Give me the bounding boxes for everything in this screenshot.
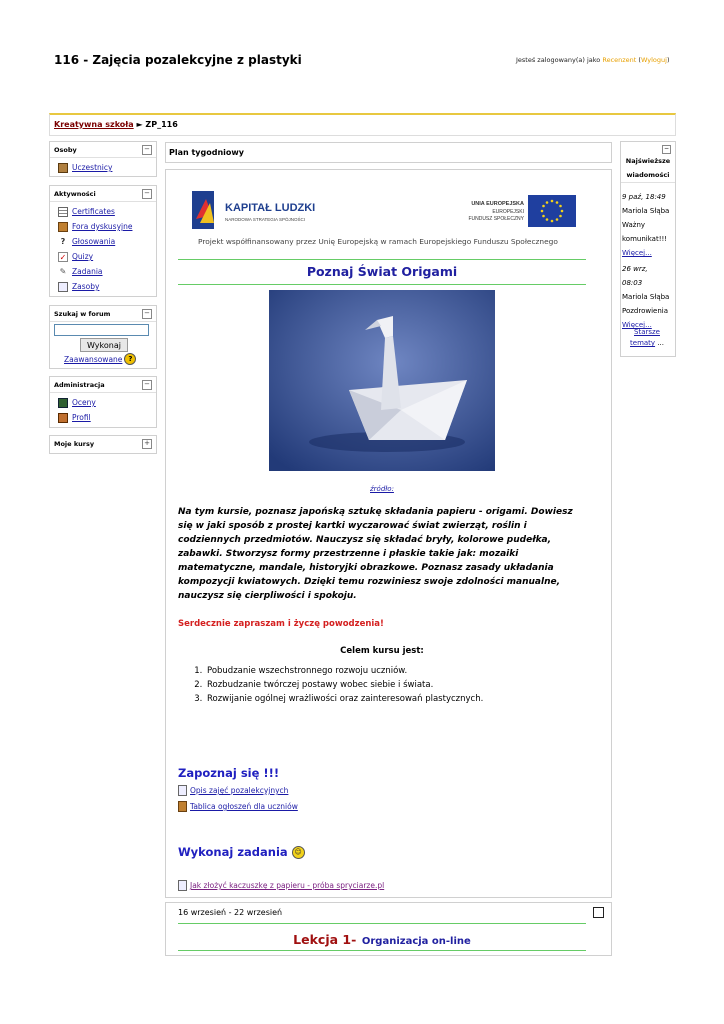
login-prefix: Jesteś zalogowany(a) jako [516,56,601,64]
news-item [622,190,674,260]
week-dates: 16 wrzesień - 22 wrzesień [178,908,283,917]
login-info: Jesteś zalogowany(a) jako Recenzent (Wyloguj) [516,56,670,64]
my-courses-block [49,435,157,454]
admin-item-grades[interactable] [58,395,156,410]
site-title: 116 - Zajęcia pozalekcyjne z plastyki [54,53,302,67]
admin-block [49,376,157,428]
latest-news-title-line1: Najświeższe [625,157,671,165]
breadcrumb [49,113,676,136]
collapse-icon[interactable]: − [142,380,152,390]
forum-search-input[interactable] [54,324,149,336]
news-author: Mariola Słąba [622,293,670,301]
people-block [49,141,157,177]
news-text: Pozdrowienia [622,307,669,315]
admin-block-header [50,377,156,393]
resources-link[interactable]: Zasoby [72,282,100,291]
lesson-title-part2: Organizacja on-line [361,936,471,947]
older-topics-link[interactable]: Starsze [634,328,660,336]
activities-block [49,185,157,297]
course-heading: Poznaj Świat Origami [306,264,458,279]
goals-title: Celem kursu jest: [340,646,424,656]
assignment-icon: ✎ [59,266,67,276]
news-date: 26 wrz, [622,265,648,273]
forum-search-button[interactable]: Wykonaj [80,338,128,352]
forums-link[interactable]: Fora dyskusyjne [72,222,133,231]
activity-item-assignments[interactable] [58,264,156,279]
lesson-title [178,929,586,948]
quizzes-link[interactable]: Quizy [72,252,94,261]
advanced-search-link[interactable]: Zaawansowane [64,354,123,364]
divider [621,182,675,183]
section-title-tasks-text: Wykonaj zadania [178,845,288,859]
left-logo-subtext: NARODOWA STRATEGIA SPÓJNOŚCI [225,217,306,222]
participants-link[interactable]: Uczestnicy [72,163,113,172]
logout-link[interactable]: Wyloguj [640,56,667,64]
opis-link[interactable]: Opis zajęć pozalekcyjnych [190,786,289,795]
latest-news-title-line2: wiadomości [626,171,670,179]
weekly-plan-title: Plan tygodniowy [169,148,245,157]
divider [178,923,586,924]
eu-logo-line2: EUROPEJSKI [492,209,524,215]
divider [178,259,586,260]
news-time: 08:03 [622,279,643,287]
eu-logo-line1: UNIA EUROPEJSKA [471,201,524,207]
smiley-icon: ☺ [292,846,305,859]
resource-icon [58,282,68,292]
activity-item-resources[interactable] [58,279,156,294]
news-item [622,262,674,332]
people-block-title: Osoby [54,146,77,154]
activities-block-header [50,186,156,202]
news-author: Mariola Słąba [622,207,670,215]
collapse-icon[interactable]: − [142,145,152,155]
forum-icon [58,222,68,232]
document-icon [178,785,187,796]
section-title-tasks [178,845,305,859]
news-text: komunikat!!! [622,235,668,243]
breadcrumb-current: ZP_116 [145,120,178,129]
kaczuszka-link[interactable]: Jak złożyć kaczuszkę z papieru - próba spryciarze.pl [190,881,385,890]
document-icon [178,880,187,891]
expand-icon[interactable]: + [142,439,152,449]
eu-logo [456,193,578,229]
goal-item: 1. Pobudzanie wszechstronnego rozwoju uczniów. [205,664,605,678]
activity-item-certificates[interactable] [58,204,156,219]
user-role-link[interactable]: Recenzent [602,56,637,64]
latest-news-title [621,154,675,182]
news-more-link[interactable]: Więcej... [622,249,652,257]
collapse-icon[interactable]: − [663,145,670,152]
older-topics-suffix: ... [657,339,664,347]
lesson-title-part1: Lekcja 1- [293,932,357,947]
forum-search-block-header [50,306,156,322]
my-courses-block-title: Moje kursy [54,440,95,448]
kapital-ludzki-logo [192,189,322,231]
resource-link-kaczuszka[interactable] [178,880,384,891]
origami-swan-image [269,290,495,471]
divider [178,284,586,285]
question-icon: ? [60,236,66,246]
goal-item: 2. Rozbudzanie twórczej postawy wobec siebie i świata. [205,678,605,692]
certificates-link[interactable]: Certificates [72,207,115,216]
breadcrumb-home-link[interactable]: Kreatywna szkoła [54,120,134,129]
resource-link-opis[interactable] [178,785,288,796]
activities-block-title: Aktywności [54,190,96,198]
course-intro-text: Na tym kursie, poznasz japońską sztukę składania papieru - origami. Dowiesz się w jaki sposób z prostej kartki wyczarować świat zwierząt, roślin i codziennych przedmiotów. Nauczysz się składać bryły, kolorowe pudełka, zabawki. Stworzysz formy przestrzenne i płaskie takie jak: mozaiki matematyczne, mandale, historyjki obrazkowe. Poznasz zasady układania kompozycji kwiatowych. Dzięki temu rozwiniesz swoje zdolności manualne, nauczysz się cierpliwości i spokoju. [178,507,573,601]
news-date: 9 paź, 18:49 [622,193,666,201]
people-item-participants[interactable] [58,160,156,175]
activity-item-forums[interactable] [58,219,156,234]
breadcrumb-separator: ► [136,120,143,129]
divider [178,950,586,951]
collapse-icon[interactable]: − [142,189,152,199]
section-title-read: Zapoznaj się !!! [178,766,280,780]
admin-item-profile[interactable] [58,410,156,425]
show-only-week-icon[interactable] [593,907,604,918]
goals-list [178,664,605,706]
older-topics-link-2[interactable]: tematy [630,339,656,347]
help-icon[interactable]: ? [124,353,136,365]
news-text: Ważny [622,221,646,229]
news-more-link[interactable]: Więcej... [622,321,652,329]
weekly-plan-header [165,142,612,163]
activity-item-quizzes[interactable] [58,249,156,264]
goal-item: 3. Rozwijanie ogólnej wrażliwości oraz zainteresowań plastycznych. [205,692,605,706]
greeting-text: Serdecznie zapraszam i życzę powodzenia! [178,619,384,629]
activity-item-votes[interactable] [58,234,156,249]
my-courses-block-header [50,436,156,452]
forum-search-block [49,305,157,369]
older-topics [620,327,674,349]
certificate-icon [58,207,68,217]
image-source-link[interactable]: źródło: [370,485,394,493]
assignments-link[interactable]: Zadania [72,267,103,276]
eu-logo-line3: FUNDUSZ SPOŁECZNY [468,216,524,222]
users-icon [58,163,68,173]
admin-block-title: Administracja [54,381,105,389]
quiz-icon: ✓ [59,252,67,262]
tablica-link[interactable]: Tablica ogłoszeń dla uczniów [190,802,298,811]
collapse-icon[interactable]: − [142,309,152,319]
forum-search-block-title: Szukaj w forum [54,310,111,318]
grades-link[interactable]: Oceny [72,398,96,407]
banner-caption: Projekt współfinansowany przez Unię Europejską w ramach Europejskiego Funduszu Społecznego [198,237,558,246]
grades-icon [58,398,68,408]
profile-icon [58,413,68,423]
left-logo-text: KAPITAŁ LUDZKI [225,202,316,214]
forum-link-tablica[interactable] [178,801,298,812]
forum-icon [178,801,187,812]
profile-link[interactable]: Profil [72,413,91,422]
people-block-header [50,142,156,158]
votes-link[interactable]: Głosowania [72,237,116,246]
